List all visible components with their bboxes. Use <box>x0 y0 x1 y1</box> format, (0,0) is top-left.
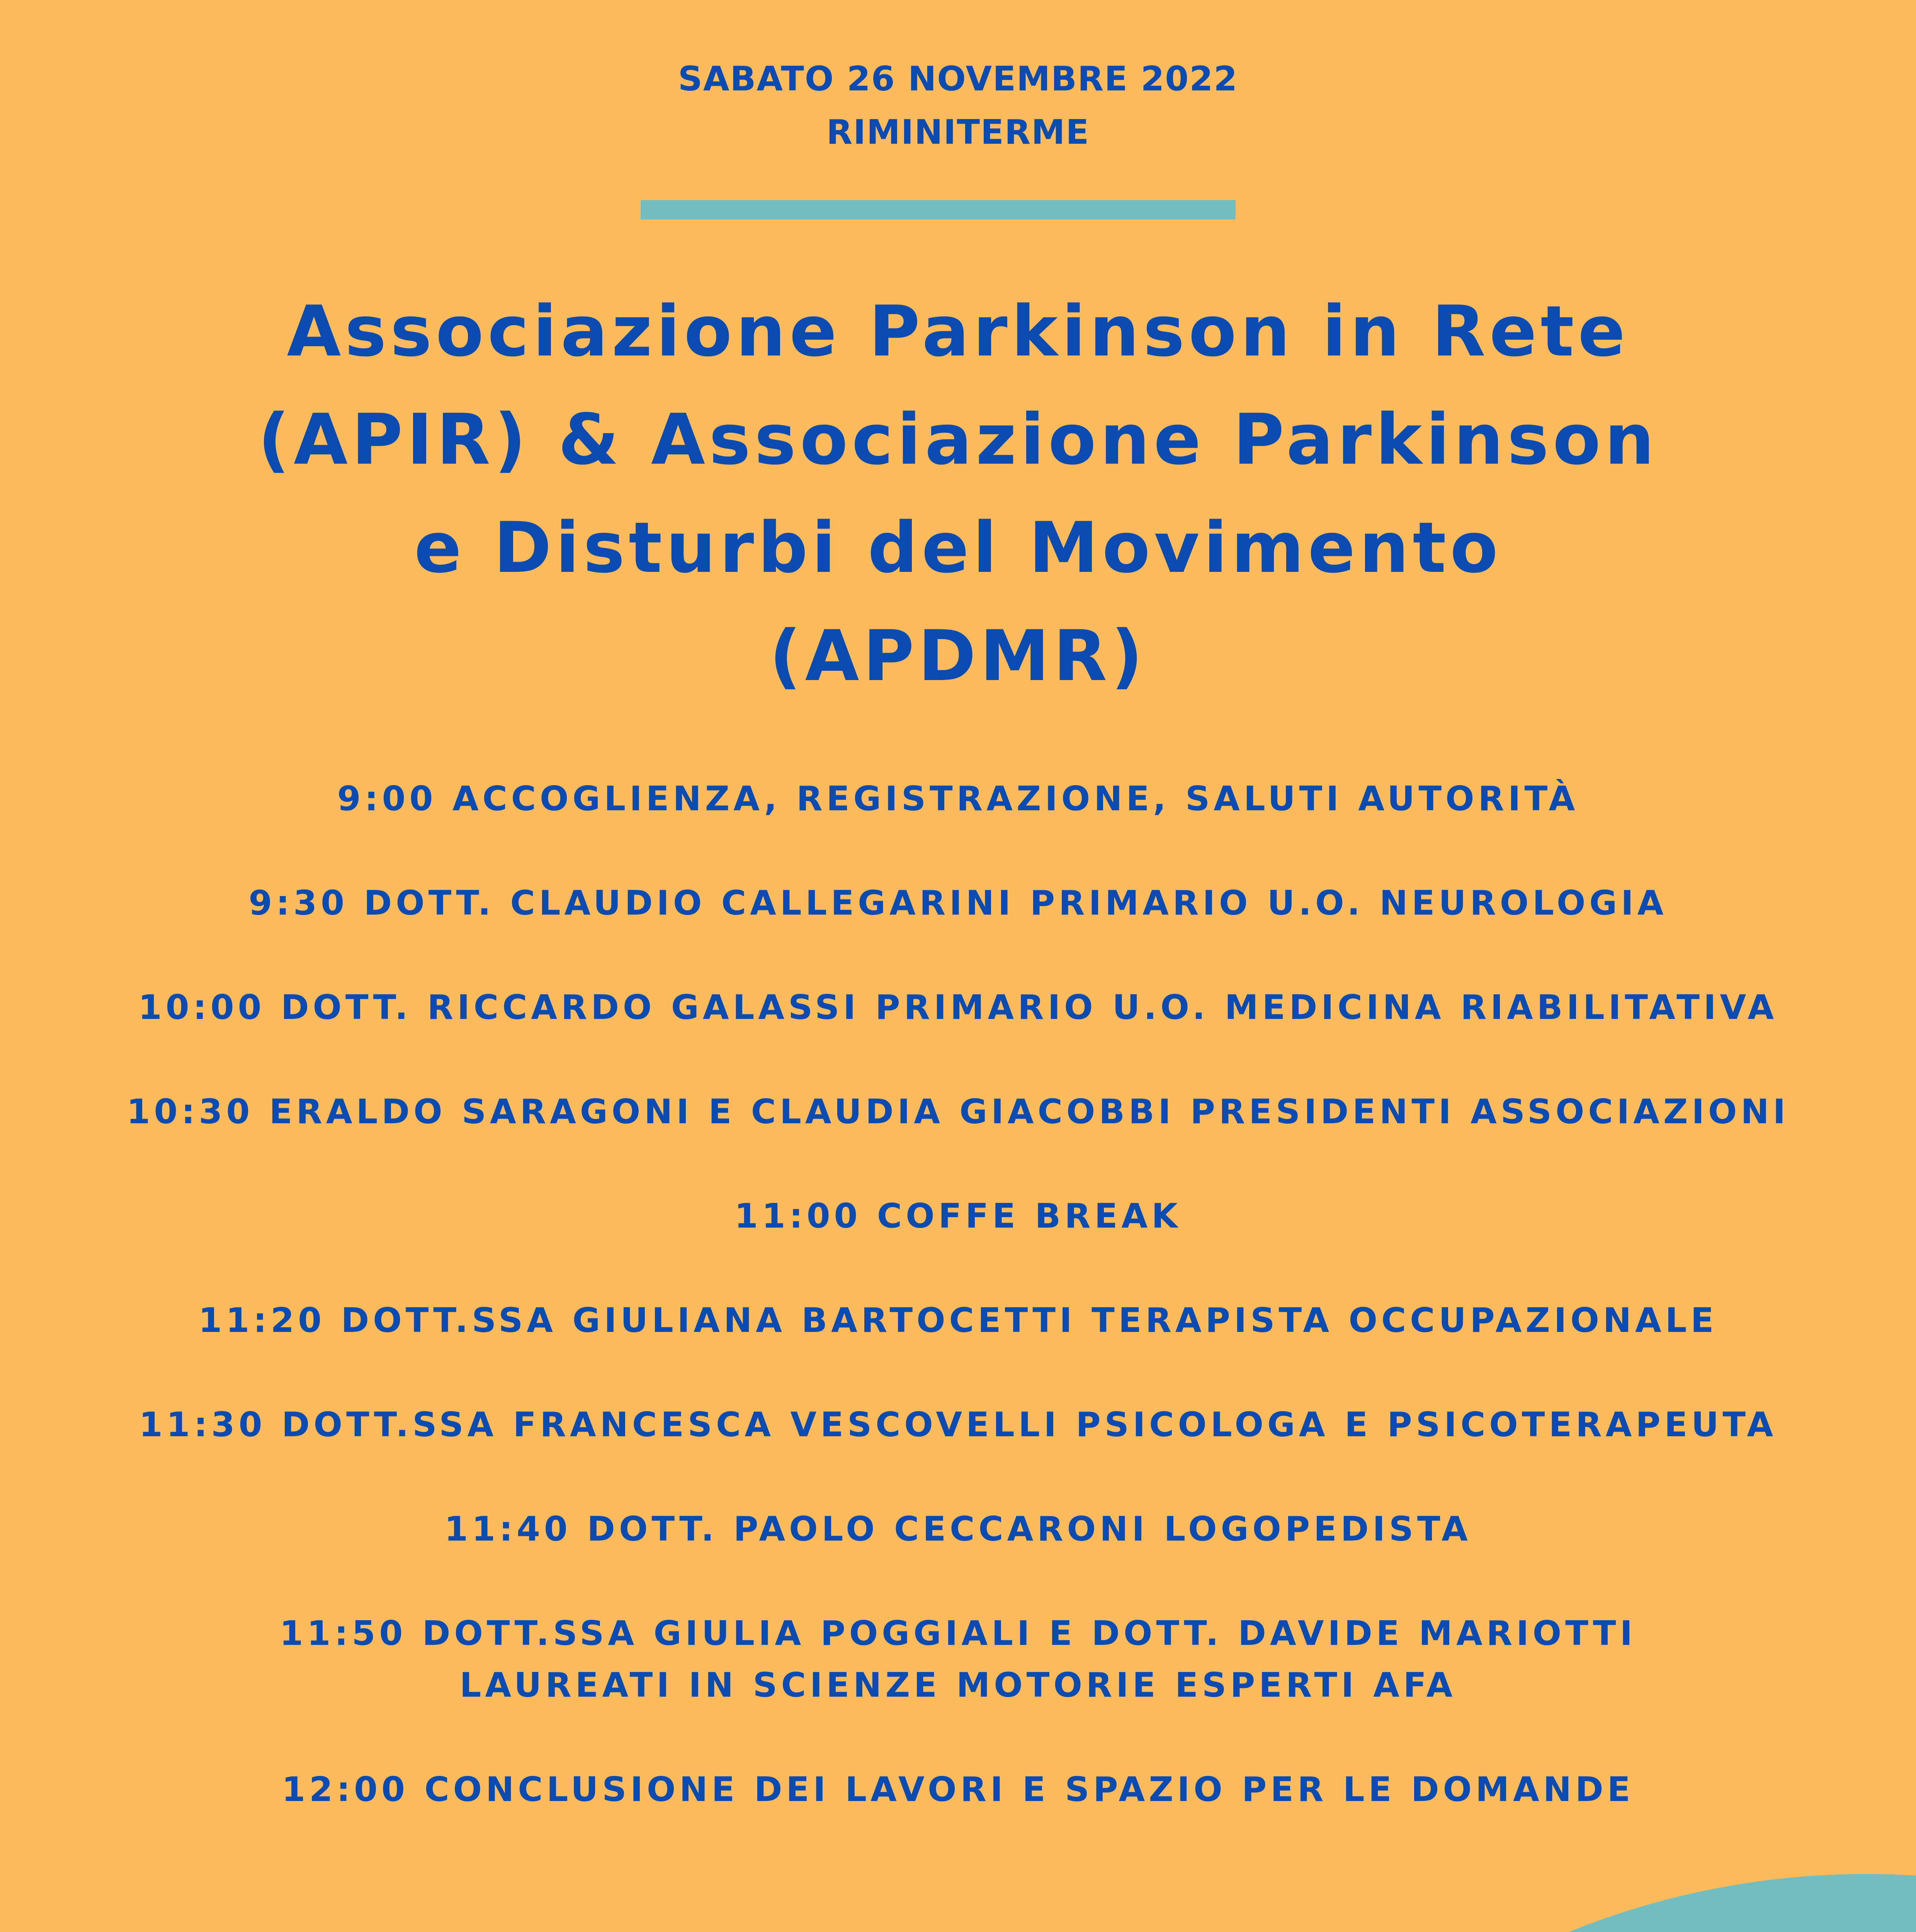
program-item: 11:40 DOTT. PAOLO CECCARONI LOGOPEDISTA <box>444 1509 1472 1549</box>
event-date: SABATO 26 NOVEMBRE 2022 <box>678 59 1238 99</box>
accent-divider <box>641 200 1236 219</box>
event-venue: RIMINITERME <box>826 112 1090 152</box>
program-item: 11:00 COFFE BREAK <box>734 1196 1182 1236</box>
page-title <box>0 277 1916 710</box>
program-item: 11:20 DOTT.SSA GIULIANA BARTOCETTI TERAPISTA OCCUPAZIONALE <box>198 1301 1718 1340</box>
program-item: 11:30 DOTT.SSA FRANCESCA VESCOVELLI PSICOLOGA E PSICOTERAPEUTA <box>139 1405 1777 1444</box>
title-line: (APIR) & Associazione Parkinson <box>258 399 1658 480</box>
teal-quarter-circle <box>1074 1874 1916 1932</box>
title-line: (APDMR) <box>769 615 1147 697</box>
title-line: Associazione Parkinson in Rete <box>287 291 1629 372</box>
program-item: 12:00 CONCLUSIONE DEI LAVORI E SPAZIO PER LE DOMANDE <box>282 1770 1634 1809</box>
program-item: 9:30 DOTT. CLAUDIO CALLEGARINI PRIMARIO U.O. NEUROLOGIA <box>248 883 1668 923</box>
title-line: e Disturbi del Movimento <box>414 507 1502 588</box>
event-date-venue <box>0 52 1916 159</box>
program-item: 11:50 DOTT.SSA GIULIA POGGIALI E DOTT. DAVIDE MARIOTTI <box>279 1614 1637 1653</box>
program-item: 10:30 ERALDO SARAGONI E CLAUDIA GIACOBBI PRESIDENTI ASSOCIAZIONI <box>126 1092 1790 1131</box>
program-item-continuation: LAUREATI IN SCIENZE MOTORIE ESPERTI AFA <box>459 1665 1457 1705</box>
program-item: 9:00 ACCOGLIENZA, REGISTRAZIONE, SALUTI AUTORITÀ <box>337 779 1579 818</box>
program-item: 10:00 DOTT. RICCARDO GALASSI PRIMARIO U.O. MEDICINA RIABILITATIVA <box>138 988 1778 1027</box>
